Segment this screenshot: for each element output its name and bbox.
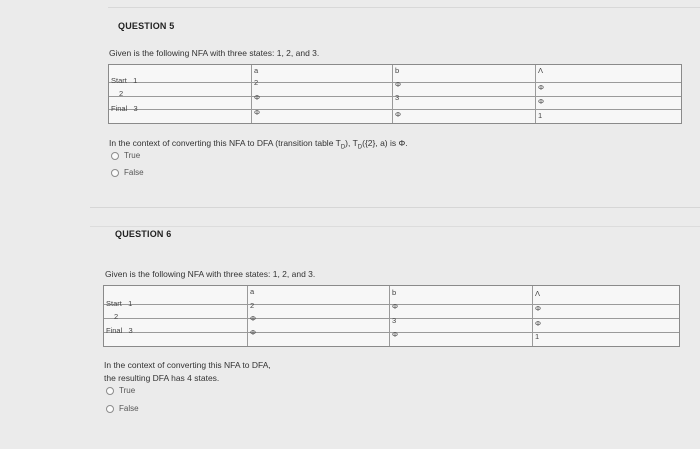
state-cell: Start 1 (106, 299, 133, 308)
state-cell: Final 3 (106, 326, 133, 335)
state-cell: 2 (114, 312, 119, 321)
column-header-a: a (250, 287, 255, 296)
table-col-divider (389, 286, 390, 346)
option-label: True (124, 151, 141, 160)
question-6-nfa-table (103, 285, 680, 347)
transition-cell: Φ (395, 110, 401, 119)
radio-button-icon[interactable] (106, 405, 114, 413)
question-6-prompt: Given is the following NFA with three states: 1, 2, and 3. (105, 269, 316, 279)
transition-cell: Φ (395, 80, 401, 89)
question-6-title: QUESTION 6 (115, 229, 172, 239)
option-label: False (119, 404, 139, 413)
transition-cell: 3 (395, 93, 400, 102)
question-5-option-false[interactable] (111, 168, 144, 177)
transition-cell: Φ (250, 328, 256, 337)
question-5-nfa-table (108, 64, 682, 124)
transition-cell: Φ (535, 304, 541, 313)
option-label: True (119, 386, 136, 395)
column-header-lambda: Λ (535, 289, 541, 298)
question-6-statement-line-1: In the context of converting this NFA to DFA, (104, 360, 271, 370)
table-col-divider (532, 286, 533, 346)
state-cell: 2 (119, 89, 124, 98)
radio-button-icon[interactable] (111, 152, 119, 160)
radio-button-icon[interactable] (106, 387, 114, 395)
radio-button-icon[interactable] (111, 169, 119, 177)
column-header-b: b (395, 66, 400, 75)
transition-cell: Φ (535, 319, 541, 328)
transition-cell: 2 (254, 78, 259, 87)
column-header-b: b (392, 288, 397, 297)
transition-cell: Φ (254, 108, 260, 117)
table-col-divider (247, 286, 248, 346)
transition-cell: 3 (392, 316, 397, 325)
column-header-a: a (254, 66, 259, 75)
table-col-divider (535, 65, 536, 123)
transition-cell: 2 (250, 301, 255, 310)
question-5-prompt: Given is the following NFA with three states: 1, 2, and 3. (109, 48, 320, 58)
column-header-lambda: Λ (538, 66, 544, 75)
question-divider (90, 207, 700, 208)
table-col-divider (392, 65, 393, 123)
question-5-statement: In the context of converting this NFA to DFA (transition table $T_D$), $T_D(\{2\}$, a) is Φ. (109, 138, 408, 151)
state-cell: Start 1 (111, 76, 138, 85)
state-cell: Final 3 (111, 104, 138, 113)
transition-cell: Φ (250, 314, 256, 323)
transition-cell: 1 (535, 332, 540, 341)
question-6-option-false[interactable] (106, 404, 139, 413)
question-5-option-true[interactable] (111, 151, 140, 160)
question-6-option-true[interactable] (106, 386, 135, 395)
transition-cell: Φ (538, 97, 544, 106)
transition-cell: Φ (392, 302, 398, 311)
transition-cell: Φ (254, 93, 260, 102)
question-6-statement-line-2: the resulting DFA has 4 states. (104, 373, 220, 383)
table-col-divider (251, 65, 252, 123)
option-label: False (124, 168, 144, 177)
transition-cell: 1 (538, 111, 543, 120)
question-5-title: QUESTION 5 (118, 21, 175, 31)
top-divider (108, 7, 700, 8)
transition-cell: Φ (392, 330, 398, 339)
transition-cell: Φ (538, 83, 544, 92)
question-divider (90, 226, 700, 227)
